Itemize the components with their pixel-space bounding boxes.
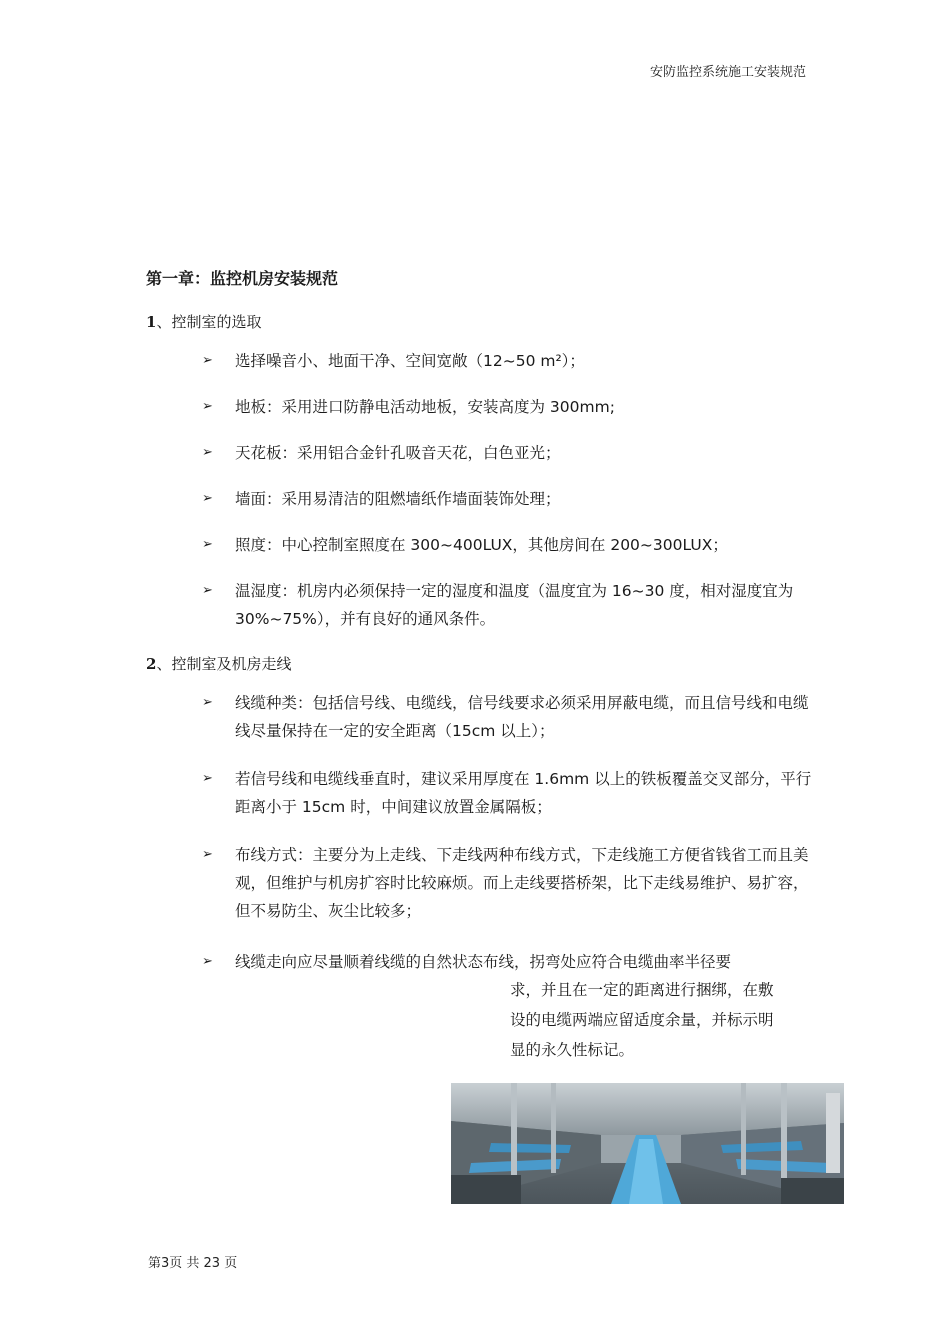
list-item-continuation: 显的永久性标记。 — [510, 1041, 635, 1059]
list-item-text: 选择噪音小、地面干净、空间宽敞（12~50 m²）； — [235, 352, 585, 370]
list-item — [202, 439, 812, 467]
list-item — [202, 485, 812, 513]
page-header-title: 安防监控系统施工安装规范 — [649, 65, 806, 80]
list-item-text: 温湿度：机房内必须保持一定的湿度和温度（温度宜为 16~30 度，相对湿度宜为 30%~75%），并有良好的通风条件。 — [235, 582, 794, 628]
bullet-arrow-icon: ➢ — [202, 445, 213, 460]
section-number: 2 — [146, 655, 157, 673]
list-item-text: 布线方式：主要分为上走线、下走线两种布线方式，下走线施工方便省钱省工而且美观，但维护与机房扩容时比较麻烦。而上走线要搭桥架，比下走线易维护、易扩容，但不易防尘、灰尘比较多； — [235, 846, 809, 920]
bullet-arrow-icon: ➢ — [202, 491, 213, 506]
cable-tray-illustration — [451, 1083, 844, 1204]
list-item-text: 线缆种类：包括信号线、电缆线，信号线要求必须采用屏蔽电缆，而且信号线和电缆线尽量保持在一定的安全距离（15cm 以上）； — [235, 694, 809, 740]
section-number: 1 — [146, 313, 157, 331]
list-item — [202, 948, 812, 976]
bullet-arrow-icon: ➢ — [202, 353, 213, 368]
list-item-text: 线缆走向应尽量顺着线缆的自然状态布线，拐弯处应符合电缆曲率半径要 — [235, 953, 732, 971]
section-heading-2 — [146, 653, 291, 674]
bullet-arrow-icon: ➢ — [202, 847, 213, 862]
list-item — [202, 347, 812, 375]
bullet-arrow-icon: ➢ — [202, 399, 213, 414]
list-item — [202, 841, 812, 925]
bullet-arrow-icon: ➢ — [202, 771, 213, 786]
list-item-text: 若信号线和电缆线垂直时，建议采用厚度在 1.6mm 以上的铁板覆盖交叉部分，平行距离小于 15cm 时，中间建议放置金属隔板； — [235, 770, 812, 816]
chapter-title: 第一章：监控机房安装规范 — [146, 269, 339, 288]
list-item — [202, 689, 812, 745]
list-item — [202, 765, 812, 821]
page-footer: 第3页 共 23 页 — [148, 1256, 238, 1271]
list-item-text: 天花板：采用铝合金针孔吸音天花，白色亚光； — [235, 444, 561, 462]
list-item — [202, 577, 812, 633]
server-room-cable-tray-photo — [451, 1083, 844, 1204]
section-title: 、控制室的选取 — [156, 313, 262, 331]
list-item-text: 地板：采用进口防静电活动地板，安装高度为 300mm; — [235, 398, 615, 416]
bullet-arrow-icon: ➢ — [202, 954, 213, 969]
bullet-arrow-icon: ➢ — [202, 695, 213, 710]
list-item-text: 照度：中心控制室照度在 300~400LUX，其他房间在 200~300LUX； — [235, 536, 728, 554]
bullet-arrow-icon: ➢ — [202, 583, 213, 598]
list-item-continuation: 求，并且在一定的距离进行捆绑，在敷 — [510, 981, 774, 999]
bullet-arrow-icon: ➢ — [202, 537, 213, 552]
list-item — [202, 393, 812, 421]
list-item-continuation: 设的电缆两端应留适度余量，并标示明 — [510, 1011, 774, 1029]
section-title: 、控制室及机房走线 — [156, 655, 292, 673]
list-item — [202, 531, 812, 559]
list-item-text: 墙面：采用易清洁的阻燃墙纸作墙面装饰处理； — [235, 490, 561, 508]
section-heading-1 — [146, 311, 261, 332]
